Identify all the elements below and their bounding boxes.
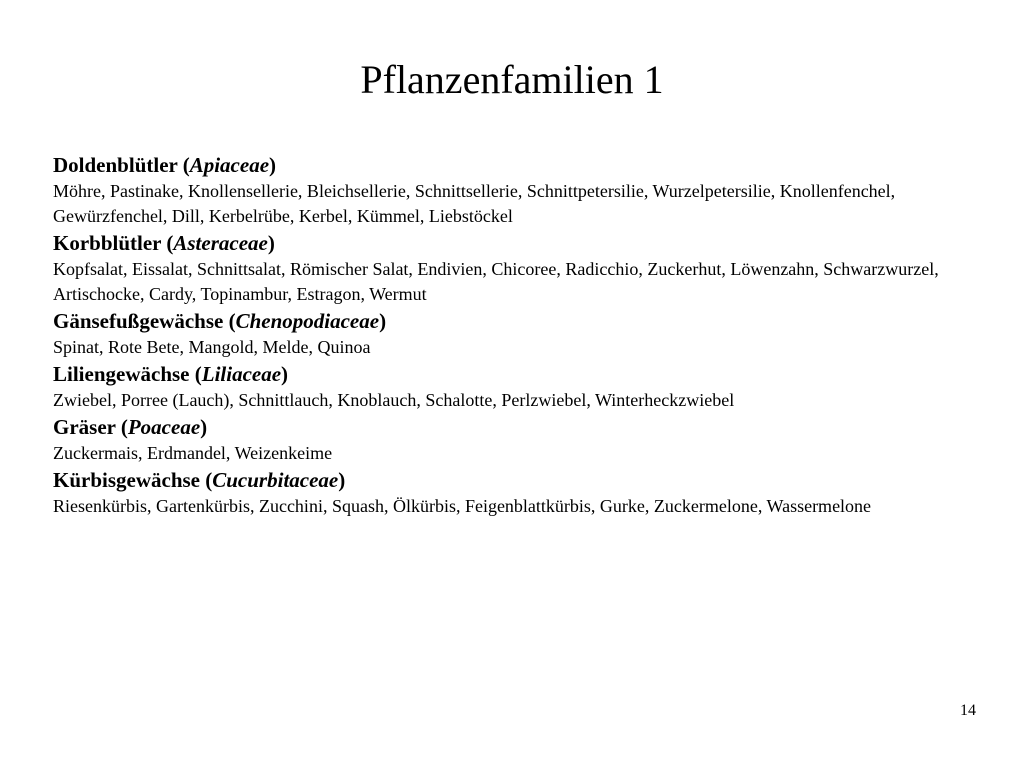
- family-members: Möhre, Pastinake, Knollensellerie, Bleichsellerie, Schnittsellerie, Schnittpetersilie, Wurzelpetersilie, Knollenfenchel, Gewürzfenchel, Dill, Kerbelrübe, Kerbel, Kümmel, Liebstöckel: [53, 181, 896, 226]
- family-heading: Korbblütler (Asteraceae): [53, 231, 275, 255]
- family-name: Liliengewächse: [53, 362, 190, 386]
- family-apiaceae: [53, 152, 993, 229]
- family-members: Spinat, Rote Bete, Mangold, Melde, Quinoa: [53, 337, 371, 357]
- family-latin-name: Poaceae: [127, 415, 201, 439]
- family-poaceae: [53, 414, 993, 466]
- page-number: 14: [960, 702, 976, 719]
- family-members: Zwiebel, Porree (Lauch), Schnittlauch, Knoblauch, Schalotte, Perlzwiebel, Winterheckzwiebel: [53, 390, 735, 410]
- family-latin-name: Apiaceae: [189, 153, 270, 177]
- family-chenopodiaceae: [53, 308, 993, 360]
- family-heading: Kürbisgewächse (Cucurbitaceae): [53, 468, 346, 492]
- family-name: Gänsefußgewächse: [53, 309, 224, 333]
- family-heading: Gänsefußgewächse (Chenopodiaceae): [53, 309, 387, 333]
- family-liliaceae: [53, 361, 993, 413]
- family-asteraceae: [53, 230, 993, 307]
- family-name: Korbblütler: [53, 231, 162, 255]
- plant-family-list: [53, 152, 993, 520]
- slide-title: Pflanzenfamilien 1: [360, 57, 664, 102]
- family-members: Riesenkürbis, Gartenkürbis, Zucchini, Squash, Ölkürbis, Feigenblattkürbis, Gurke, Zuckermelone, Wassermelone: [53, 496, 872, 516]
- family-heading: Liliengewächse (Liliaceae): [53, 362, 289, 386]
- family-members: Kopfsalat, Eissalat, Schnittsalat, Römischer Salat, Endivien, Chicoree, Radicchio, Zuckerhut, Löwenzahn, Schwarzwurzel, Artischocke, Cardy, Topinambur, Estragon, Wermut: [53, 259, 939, 304]
- family-name: Gräser: [53, 415, 116, 439]
- family-members: Zuckermais, Erdmandel, Weizenkeime: [53, 443, 333, 463]
- family-heading: Doldenblütler (Apiaceae): [53, 153, 277, 177]
- family-latin-name: Chenopodiaceae: [235, 309, 380, 333]
- family-latin-name: Cucurbitaceae: [212, 468, 339, 492]
- family-cucurbitaceae: [53, 467, 993, 519]
- family-heading: Gräser (Poaceae): [53, 415, 208, 439]
- family-latin-name: Liliaceae: [201, 362, 282, 386]
- family-latin-name: Asteraceae: [173, 231, 268, 255]
- family-name: Kürbisgewächse: [53, 468, 200, 492]
- family-name: Doldenblütler: [53, 153, 178, 177]
